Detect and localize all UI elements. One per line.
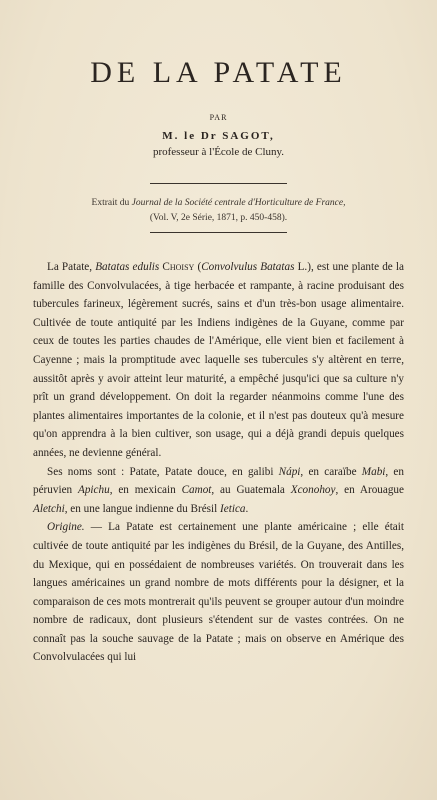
page-title: DE LA PATATE: [90, 56, 347, 89]
byline-par: PAR: [209, 113, 228, 122]
body-text: [33, 258, 404, 667]
author-name: M. le Dr SAGOT,: [162, 130, 275, 142]
extract-journal: Journal de la Société centrale d'Horticulture de France,: [131, 198, 346, 208]
extract-volume: (Vol. V, 2e Série, 1871, p. 450-458).: [149, 213, 288, 223]
extract-prefix: Extrait du: [91, 198, 132, 208]
paragraph-3: Origine. — La Patate est certainement une plante américaine ; elle était cultivée de toute antiquité par les indigènes du Brésil, de la Guyane, des Antilles, du Mexique, qui en possédaient de nombreuses variétés. On trouverait dans les langues américaines un grand nombre de mots différents pour la désigner, et la comparaison de ces mots montrerait qu'ils peuvent se grouper autour d'un moindre nombre de radicaux, dont plusieurs s'étendent sur de vastes contrées. On ne connaît pas la souche sauvage de la Patate ; mais on observe en Amérique des Convolvulacées qui lui: [33, 521, 404, 664]
paragraph-2: Ses noms sont : Patate, Patate douce, en galibi Nápi, en caraïbe Mabi, en péruvien Apichu, en mexicain Camot, au Guatemala Xconohoy, en Arouague Aletchi, en une langue indienne du Brésil Ietica.: [33, 465, 404, 515]
divider-bottom: [150, 232, 287, 233]
divider-top: [150, 183, 287, 184]
paragraph-1: La Patate, Batatas edulis Choisy (Convolvulus Batatas L.), est une plante de la famille des Convolvulacées, à tige herbacée et rampante, à racine produisant des tubercules farineux, légèrement sucrés, sains et d'un très-bon usage alimentaire. Cultivée de toute antiquité par les Indiens indigènes de la Guyane, comme par ceux de toutes les parties chaudes de l'Amérique, elle vient bien et facilement à Cayenne ; mais la promptitude avec laquelle ses tubercules s'y altèrent en terre, aussitôt après y avoir atteint leur maturité, a empêché jusqu'ici que sa culture n'y prît un grand développement. On doit la regarder néanmoins comme l'une des plantes alimentaires importantes de la colonie, et il n'est pas douteux qu'à mesure qu'on apprendra à la bien cultiver, son usage, qui a déjà grandi depuis quelques années, ne devienne général.: [33, 261, 404, 459]
extract-note: [30, 196, 407, 226]
author-affiliation: professeur à l'École de Cluny.: [152, 146, 285, 158]
